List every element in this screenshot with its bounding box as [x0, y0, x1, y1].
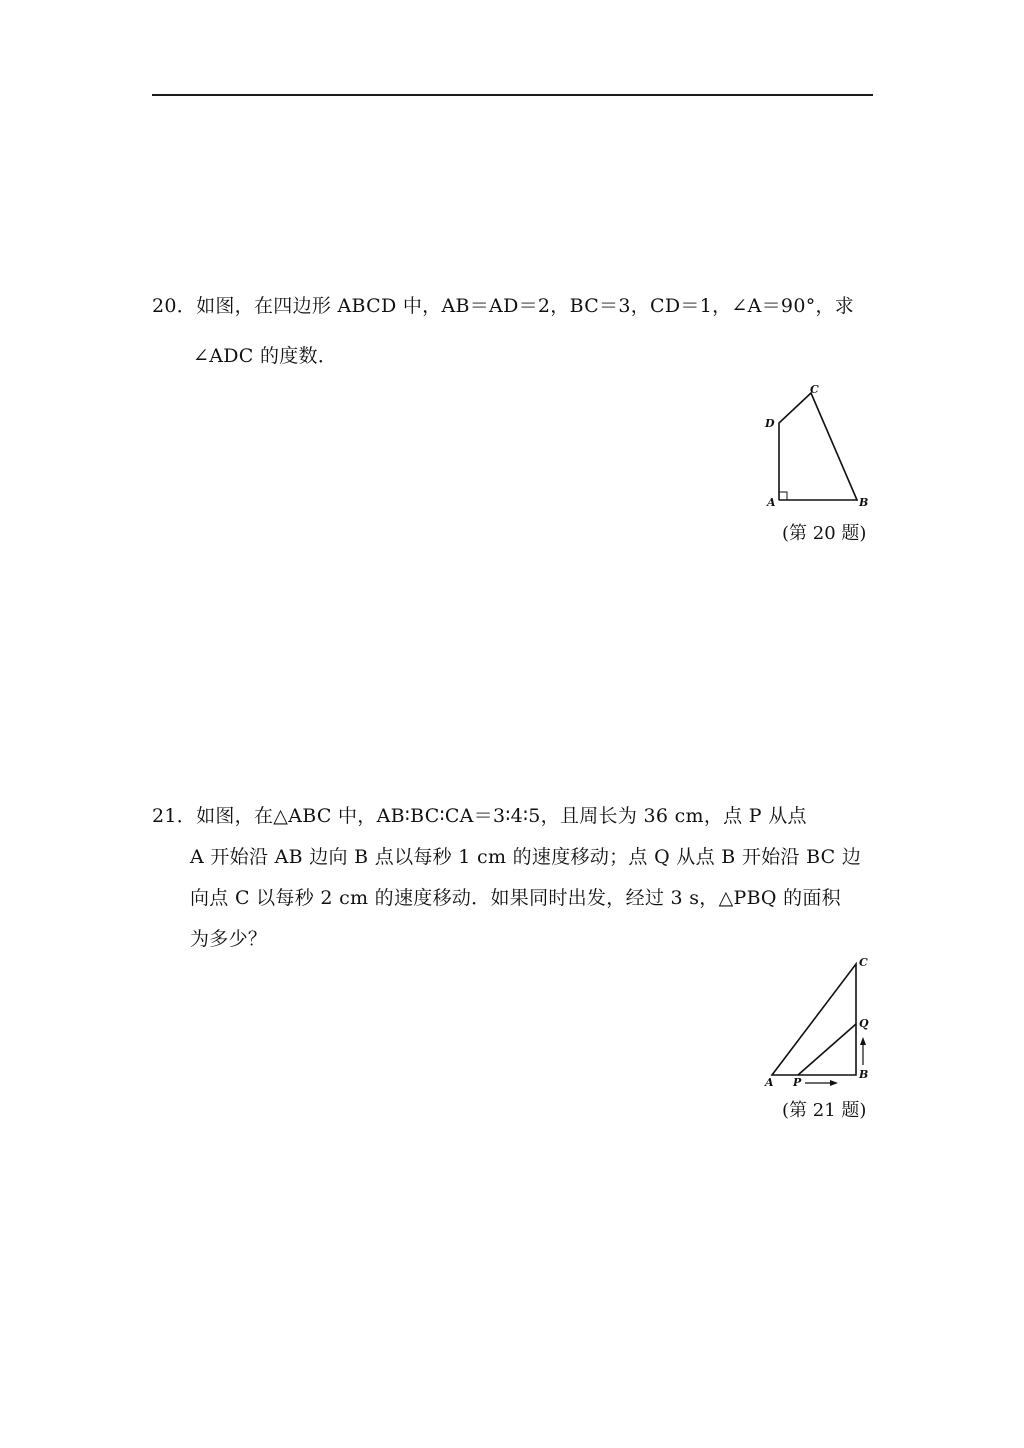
figure-21-segment-pq [798, 1024, 856, 1075]
problem-21-line-4: 为多少？ [190, 928, 268, 950]
figure-20-caption: (第 20 题) [782, 523, 867, 544]
figure-21-label-a: A [765, 1076, 774, 1089]
problem-21-line-1: 21．如图，在△ABC 中，AB∶BC∶CA＝3∶4∶5，且周长为 36 cm，点 P 从点 [152, 805, 807, 827]
figure-21-arrow-p-head [830, 1080, 838, 1086]
problem-20-line-2: ∠ADC 的度数． [193, 345, 338, 367]
figure-21-arrow-q-head [860, 1037, 866, 1045]
problem-20-line-1: 20．如图，在四边形 ABCD 中，AB＝AD＝2，BC＝3，CD＝1，∠A＝90°，求 [152, 295, 855, 317]
figure-20-outline [779, 393, 857, 500]
figure-21-label-c: C [859, 956, 868, 969]
figure-21-caption: (第 21 题) [782, 1100, 867, 1121]
figure-20-label-a: A [767, 496, 776, 509]
figure-21-triangle [760, 952, 885, 1094]
figure-20-label-b: B [859, 496, 869, 509]
figure-20-right-angle-mark [779, 492, 787, 500]
problem-21-line-3: 向点 C 以每秒 2 cm 的速度移动．如果同时出发，经过 3 s，△PBQ 的面积 [190, 887, 841, 909]
figure-21-label-b: B [859, 1068, 869, 1081]
problem-21-line-2: A 开始沿 AB 边向 B 点以每秒 1 cm 的速度移动；点 Q 从点 B 开始沿 BC 边 [190, 846, 862, 868]
figure-20-quadrilateral [755, 378, 875, 513]
figure-21-label-p: P [793, 1076, 802, 1089]
figure-21-triangle-abc [772, 964, 856, 1075]
figure-20-label-d: D [765, 417, 775, 430]
header-rule [152, 94, 873, 96]
figure-20-label-c: C [810, 383, 819, 396]
figure-21-label-q: Q [859, 1017, 869, 1030]
